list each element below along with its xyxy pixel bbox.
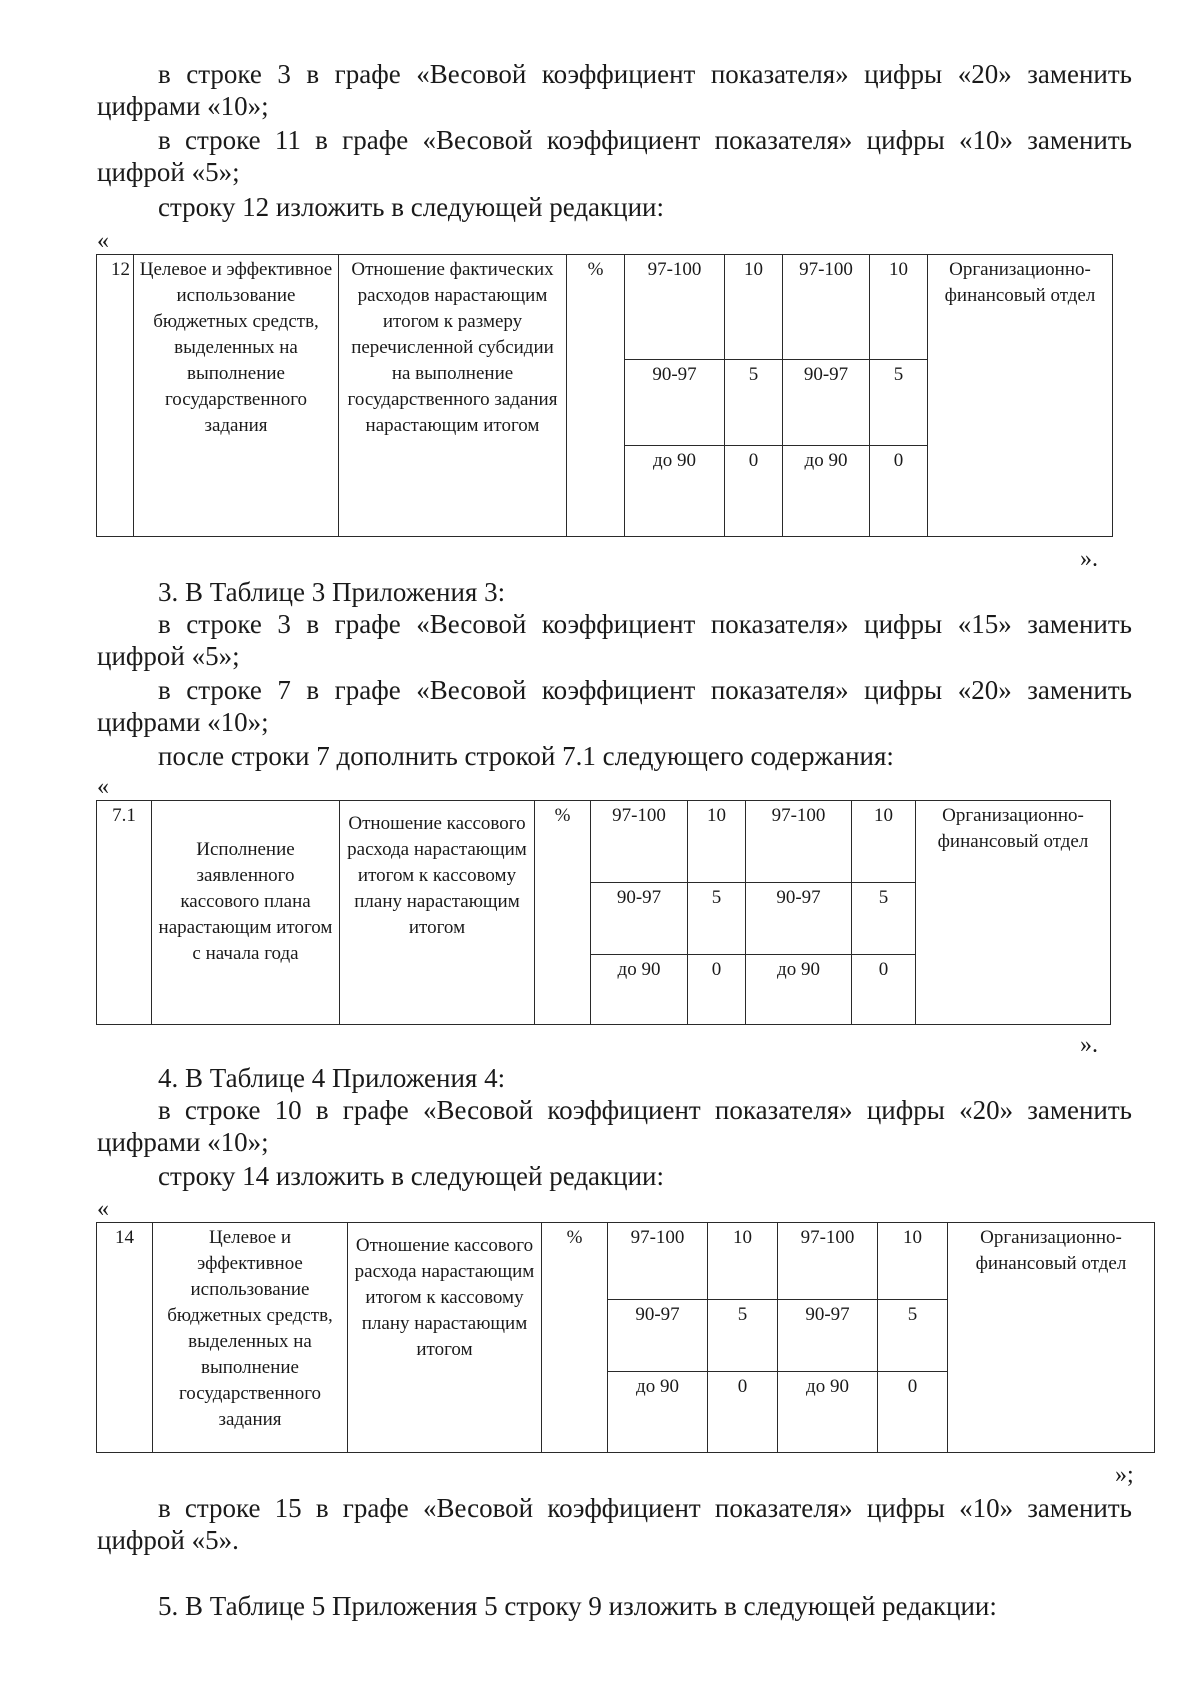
closing-quote: ». [1080,546,1098,572]
unit-cell: % [542,1223,608,1453]
paragraph-line: после строки 7 дополнить строкой 7.1 следующего содержания: [158,741,894,771]
amendment-table-row-7-1 [96,800,1111,1025]
paragraph-line: в строке 3 в графе «Весовой коэффициент показателя» цифры «20» заменить [158,59,1132,89]
calculation-formula: Отношение фактических расходов нарастающим итогом к размеру перечисленной субсидии на выполнение государственного задания нарастающим итогом [339,255,567,537]
section-heading: 3. В Таблице 3 Приложения 3: [158,577,506,607]
weight-cell: 5 [688,883,746,955]
range-cell: 90-97 [783,360,870,446]
range-cell: 97-100 [783,255,870,360]
range-cell: 97-100 [746,801,852,883]
indicator-name: Исполнение заявленного кассового плана нарастающим итогом с начала года [152,801,340,1025]
paragraph-line: цифрой «5»; [97,157,240,187]
weight-cell: 10 [870,255,928,360]
responsible-department: Организационно-финансовый отдел [916,801,1111,1025]
paragraph-line: строку 14 изложить в следующей редакции: [158,1161,665,1191]
closing-quote: »; [1115,1462,1134,1488]
weight-cell: 10 [708,1223,778,1300]
paragraph-line: цифрами «10»; [97,91,269,121]
range-cell: 90-97 [746,883,852,955]
weight-cell: 0 [878,1372,948,1453]
amendment-table-row-12 [96,254,1113,537]
range-cell: 97-100 [591,801,688,883]
weight-cell: 10 [688,801,746,883]
opening-quote: « [97,774,109,800]
range-cell: до 90 [608,1372,708,1453]
calculation-formula: Отношение кассового расхода нарастающим итогом к кассовому плану нарастающим итогом [340,801,535,1025]
indicator-name: Целевое и эффективное использование бюджетных средств, выделенных на выполнение государственного задания [134,255,339,537]
row-number: 14 [97,1223,153,1453]
paragraph-line: цифрами «10»; [97,1127,269,1157]
amendment-table-row-14 [96,1222,1155,1453]
section-heading: 4. В Таблице 4 Приложения 4: [158,1063,506,1093]
section-heading: 5. В Таблице 5 Приложения 5 строку 9 изложить в следующей редакции: [158,1591,997,1621]
range-cell: 90-97 [591,883,688,955]
weight-cell: 5 [852,883,916,955]
paragraph-line: в строке 11 в графе «Весовой коэффициент показателя» цифры «10» заменить [158,125,1132,155]
paragraph-line: строку 12 изложить в следующей редакции: [158,192,665,222]
opening-quote: « [97,228,109,254]
range-cell: до 90 [778,1372,878,1453]
weight-cell: 5 [878,1300,948,1372]
range-cell: 97-100 [778,1223,878,1300]
paragraph-line: в строке 10 в графе «Весовой коэффициент показателя» цифры «20» заменить [158,1095,1132,1125]
range-cell: до 90 [746,955,852,1025]
unit-cell: % [567,255,625,537]
range-cell: до 90 [591,955,688,1025]
responsible-department: Организационно-финансовый отдел [928,255,1113,537]
weight-cell: 5 [725,360,783,446]
row-number: 12 [97,255,134,537]
weight-cell: 0 [870,446,928,537]
range-cell: 90-97 [608,1300,708,1372]
range-cell: 90-97 [778,1300,878,1372]
weight-cell: 0 [852,955,916,1025]
closing-quote: ». [1080,1032,1098,1058]
range-cell: до 90 [625,446,725,537]
responsible-department: Организационно-финансовый отдел [948,1223,1155,1453]
weight-cell: 0 [725,446,783,537]
range-cell: 97-100 [625,255,725,360]
opening-quote: « [97,1196,109,1222]
paragraph-line: цифрой «5»; [97,641,240,671]
range-cell: 90-97 [625,360,725,446]
weight-cell: 10 [725,255,783,360]
unit-cell: % [535,801,591,1025]
weight-cell: 10 [852,801,916,883]
paragraph-line: цифрой «5». [97,1525,239,1555]
calculation-formula: Отношение кассового расхода нарастающим итогом к кассовому плану нарастающим итогом [348,1223,542,1453]
weight-cell: 0 [688,955,746,1025]
range-cell: до 90 [783,446,870,537]
weight-cell: 5 [870,360,928,446]
paragraph-line: в строке 15 в графе «Весовой коэффициент показателя» цифры «10» заменить [158,1493,1132,1523]
paragraph-line: в строке 7 в графе «Весовой коэффициент показателя» цифры «20» заменить [158,675,1132,705]
paragraph-line: цифрами «10»; [97,707,269,737]
weight-cell: 0 [708,1372,778,1453]
row-number: 7.1 [97,801,152,1025]
paragraph-line: в строке 3 в графе «Весовой коэффициент показателя» цифры «15» заменить [158,609,1132,639]
indicator-name: Целевое и эффективное использование бюджетных средств, выделенных на выполнение государственного задания [153,1223,348,1453]
weight-cell: 10 [878,1223,948,1300]
range-cell: 97-100 [608,1223,708,1300]
weight-cell: 5 [708,1300,778,1372]
